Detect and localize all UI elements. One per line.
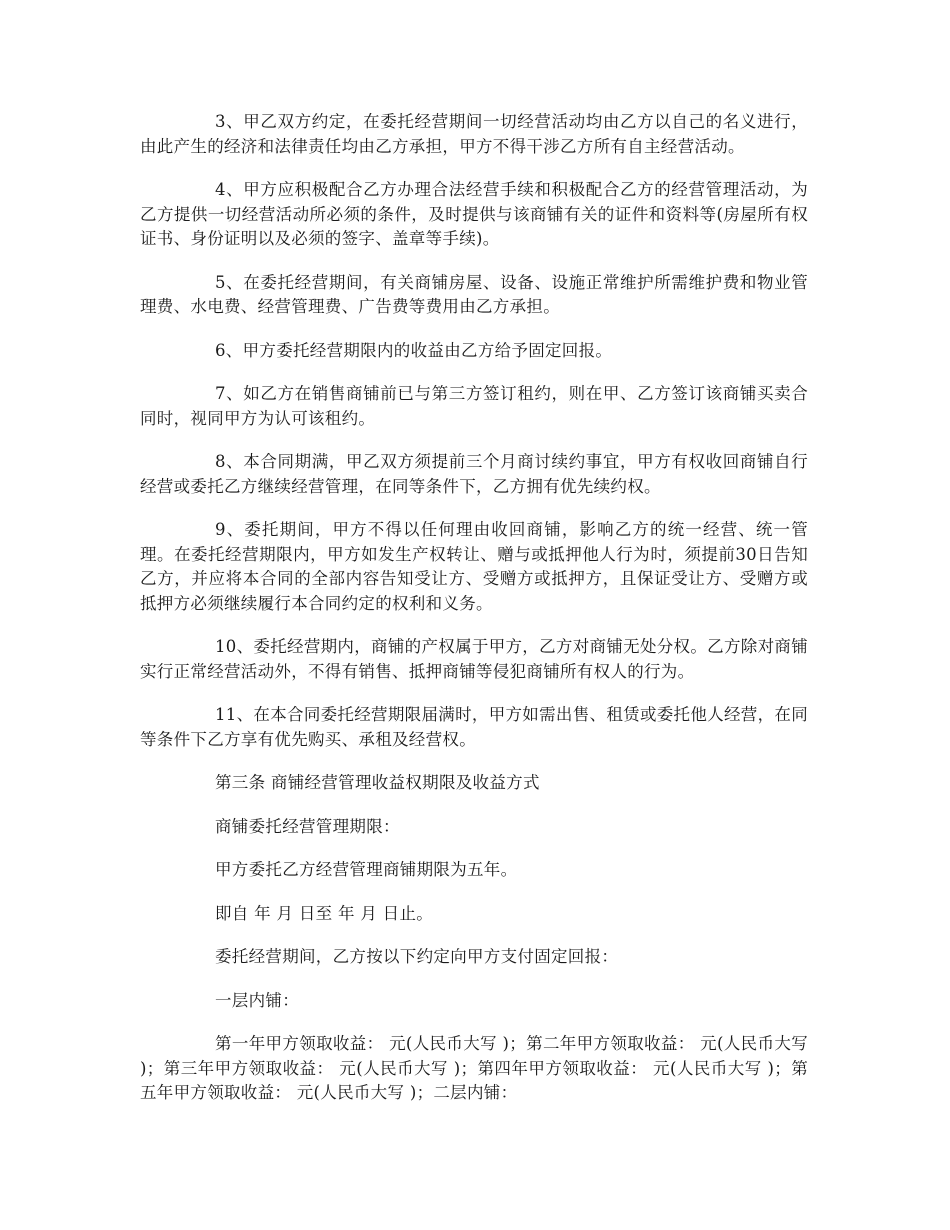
first-floor-label: 一层内铺： (215, 990, 299, 1010)
term-dates: 即自 年 月 日至 年 月 日止。 (215, 903, 434, 923)
term-label: 商铺委托经营管理期限： (215, 816, 400, 836)
document-page (140, 110, 808, 1125)
fixed-return-intro: 委托经营期间，乙方按以下约定向甲方支付固定回报： (215, 947, 619, 966)
clause-3-paragraph: 3、甲乙双方约定，在委托经营期间一切经营活动均由乙方以自己的名义进行，由此产生的经济和法律责任均由乙方承担，甲方不得干涉乙方所有自主经营活动。 (140, 112, 808, 156)
yearly-income-paragraph: 第一年甲方领取收益： 元(人民币大写 )；第二年甲方领取收益： 元(人民币大写 )；第三年甲方领取收益： 元(人民币大写 )；第四年甲方领取收益： 元(人民币大写 )；第五年甲方领取收益： 元(人民币大写 )；二层内铺： (140, 1034, 808, 1102)
clause-5-paragraph: 5、在委托经营期间，有关商铺房屋、设备、设施正常维护所需维护费和物业管理费、水电费、经营管理费、广告费等费用由乙方承担。 (140, 272, 808, 316)
clause-10-paragraph: 10、委托经营期内，商铺的产权属于甲方，乙方对商铺无处分权。乙方除对商铺实行正常经营活动外，不得有销售、抵押商铺等侵犯商铺所有权人的行为。 (140, 637, 808, 681)
clause-4-paragraph: 4、甲方应积极配合乙方办理合法经营手续和积极配合乙方的经营管理活动，为乙方提供一切经营活动所必须的条件，及时提供与该商铺有关的证件和资料等(房屋所有权证书、身份证明以及必须的签字、盖章等手续)。 (140, 180, 808, 248)
article-3-heading: 第三条 商铺经营管理收益权期限及收益方式 (215, 773, 540, 792)
clause-7-paragraph: 7、如乙方在销售商铺前已与第三方签订租约，则在甲、乙方签订该商铺买卖合同时，视同甲方为认可该租约。 (140, 384, 808, 428)
clause-9-paragraph: 9、委托期间，甲方不得以任何理由收回商铺，影响乙方的统一经营、统一管理。在委托经营期限内，甲方如发生产权转让、赠与或抵押他人行为时，须提前30日告知乙方，并应将本合同的全部内容告知受让方、受赠方或抵押方，且保证受让方、受赠方或抵押方必须继续履行本合同约定的权利和义务。 (140, 520, 808, 613)
clause-6-paragraph: 6、甲方委托经营期限内的收益由乙方给予固定回报。 (215, 340, 613, 360)
clause-11-paragraph: 11、在本合同委托经营期限届满时，甲方如需出售、租赁或委托他人经营，在同等条件下乙方享有优先购买、承租及经营权。 (140, 705, 808, 749)
term-duration: 甲方委托乙方经营管理商铺期限为五年。 (215, 860, 518, 879)
clause-8-paragraph: 8、本合同期满，甲乙双方须提前三个月商讨续约事宜，甲方有权收回商铺自行经营或委托乙方继续经营管理，在同等条件下，乙方拥有优先续约权。 (140, 452, 808, 496)
